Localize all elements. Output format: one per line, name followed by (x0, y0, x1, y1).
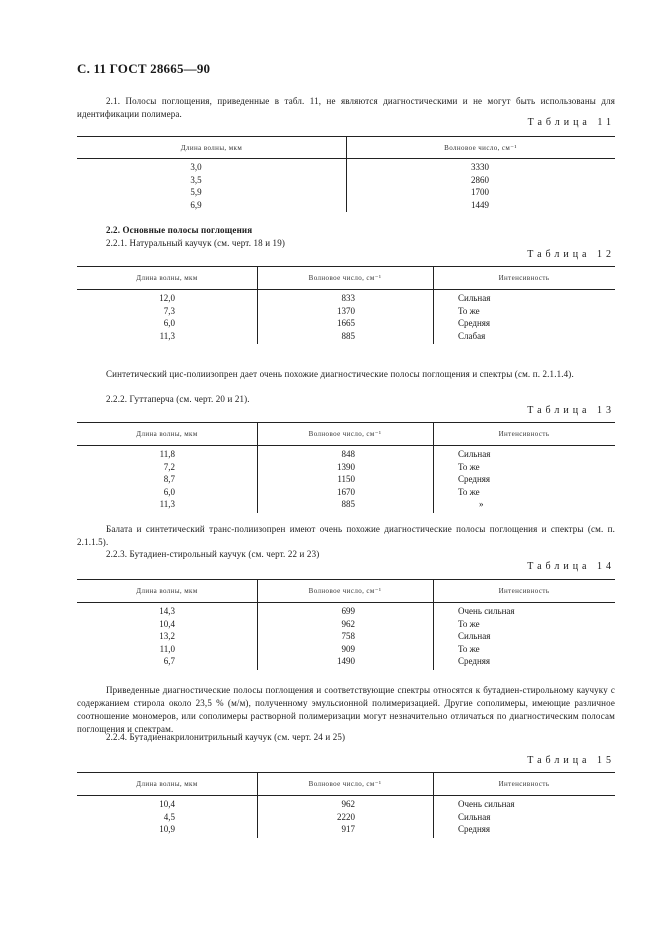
table-cell: 1490 (337, 656, 355, 667)
table-cell: Средняя (458, 656, 491, 667)
table-13 (77, 422, 615, 511)
table-cell: 8,7 (163, 474, 175, 485)
table-row (77, 643, 615, 656)
table-cell: 909 (341, 643, 355, 654)
item-2-2-1: 2.2.1. Натуральный каучук (см. черт. 18 и 19) (106, 238, 286, 248)
table-cell: 1390 (337, 461, 355, 472)
table-cell: 1449 (471, 199, 489, 210)
table-cell: 6,9 (190, 199, 202, 210)
column-header: Длина волны, мкм (136, 780, 198, 788)
table-cell: Очень сильная (458, 799, 515, 809)
table-cell: То же (458, 486, 480, 497)
table-row (77, 486, 615, 499)
table-cell: 917 (341, 824, 355, 835)
table-cell: 6,0 (163, 318, 175, 329)
table-row (77, 199, 615, 212)
column-header: Интенсивность (498, 587, 550, 595)
table-15 (77, 772, 615, 836)
table-cell: 3330 (471, 162, 489, 172)
item-2-2-3: 2.2.3. Бутадиен-стирольный каучук (см. черт. 22 и 23) (106, 549, 320, 559)
table-cell: 758 (341, 631, 355, 642)
table-cell: Средняя (458, 824, 491, 835)
column-header: Волновое число, см⁻¹ (308, 780, 382, 788)
column-header: Длина волны, мкм (136, 430, 198, 438)
table-cell: 7,2 (163, 461, 175, 472)
table-row (77, 823, 615, 836)
table-cell: Сильная (458, 449, 491, 459)
paragraph-2-1: 2.1. Полосы поглощения, приведенные в табл. 11, не являются диагностическими и не могут быть использованы для идентификации полимера. (77, 96, 615, 119)
table-row (77, 448, 615, 461)
table-row (77, 292, 615, 305)
table-11 (77, 136, 615, 211)
table-row (77, 305, 615, 318)
table-cell: 10,9 (159, 824, 175, 835)
table-cell: 7,3 (163, 305, 175, 316)
table-cell: Средняя (458, 318, 491, 329)
table-cell: 11,3 (159, 330, 175, 341)
table-cell: 13,2 (159, 631, 175, 642)
table-cell: 10,4 (159, 618, 175, 629)
table-cell: 4,5 (163, 811, 175, 822)
table-row (77, 605, 615, 618)
paragraph-balata: Балата и синтетический транс-полиизопрен имеют очень похожие диагностические полосы поглощения и спектры (см. п. 2.1.1.5). (77, 524, 615, 547)
column-header: Длина волны, мкм (136, 274, 198, 282)
table-cell: 848 (341, 449, 355, 459)
table-row (77, 461, 615, 474)
table-cell: 1665 (337, 318, 355, 329)
table-12-caption: Таблица 12 (527, 249, 615, 260)
section-2-2-title: 2.2. Основные полосы поглощения (106, 225, 253, 235)
table-cell: Слабая (458, 330, 486, 341)
table-cell: 11,8 (159, 449, 175, 459)
table-header (77, 772, 615, 796)
table-header (77, 266, 615, 290)
table-cell: 699 (341, 606, 355, 616)
table-row (77, 317, 615, 330)
item-2-2-2: 2.2.2. Гуттаперча (см. черт. 20 и 21). (106, 394, 250, 404)
table-cell: Сильная (458, 811, 491, 822)
table-cell: То же (458, 643, 480, 654)
column-header: Волновое число, см⁻¹ (308, 587, 382, 595)
table-cell: То же (458, 305, 480, 316)
table-cell: 6,0 (163, 486, 175, 497)
table-cell: 2220 (337, 811, 355, 822)
table-cell: 3,5 (190, 174, 202, 185)
table-row (77, 811, 615, 824)
table-cell: 1150 (337, 474, 355, 485)
table-header (77, 422, 615, 446)
table-cell: 5,9 (190, 187, 202, 198)
table-13-caption: Таблица 13 (527, 405, 615, 416)
table-cell: Средняя (458, 474, 491, 485)
table-cell: Сильная (458, 631, 491, 642)
page-header: С. 11 ГОСТ 28665—90 (77, 61, 211, 76)
table-header (77, 579, 615, 603)
table-cell: 962 (341, 618, 355, 629)
table-cell: То же (458, 461, 480, 472)
table-cell: То же (458, 618, 480, 629)
column-header: Длина волны, мкм (180, 143, 243, 152)
paragraph-butadiene: Приведенные диагностические полосы поглощения и соответствующие спектры относятся к бутадиен-стирольному каучуку с содержанием стирола около 23,5 % (м/м), полученному эмульсионной полимеризацией. Другие сополимеры, имеющие различное соотношение мономеров, или сополимеры растворной полимеризации могут незначительно отличаться по диагностическим полосам поглощения и спектрам. (77, 685, 615, 734)
table-row (77, 498, 615, 511)
column-header: Интенсивность (498, 430, 550, 438)
table-cell: 1370 (337, 305, 355, 316)
table-cell: » (479, 499, 484, 510)
table-row (77, 655, 615, 668)
table-cell: 885 (341, 330, 355, 341)
table-row (77, 161, 615, 174)
table-15-caption: Таблица 15 (527, 755, 615, 766)
table-cell: 2860 (471, 174, 489, 185)
table-row (77, 330, 615, 343)
table-14-caption: Таблица 14 (527, 561, 615, 572)
table-12 (77, 266, 615, 342)
table-cell: 962 (341, 799, 355, 809)
table-row (77, 174, 615, 187)
paragraph-synthetic-cis: Синтетический цис-полиизопрен дает очень похожие диагностические полосы поглощения и спектры (см. п. 2.1.1.4). (106, 369, 574, 379)
table-14 (77, 579, 615, 668)
table-row (77, 798, 615, 811)
item-2-2-4: 2.2.4. Бутадиенакрилонитрильный каучук (см. черт. 24 и 25) (106, 732, 346, 742)
table-row (77, 618, 615, 631)
table-cell: 11,3 (159, 499, 175, 510)
column-header: Волновое число, см⁻¹ (444, 143, 517, 152)
table-cell: 1700 (471, 187, 489, 198)
column-header: Волновое число, см⁻¹ (308, 430, 382, 438)
table-11-caption: Таблица 11 (527, 117, 615, 128)
column-header: Интенсивность (498, 274, 550, 282)
table-row (77, 186, 615, 199)
table-cell: 6,7 (163, 656, 175, 667)
table-row (77, 630, 615, 643)
table-cell: 1670 (337, 486, 355, 497)
table-cell: 3,0 (190, 162, 202, 172)
table-cell: Сильная (458, 293, 491, 303)
table-cell: 885 (341, 499, 355, 510)
table-cell: 11,0 (159, 643, 175, 654)
table-cell: 14,3 (159, 606, 175, 616)
column-header: Интенсивность (498, 780, 550, 788)
table-cell: 12,0 (159, 293, 175, 303)
table-cell: Очень сильная (458, 606, 515, 616)
table-cell: 10,4 (159, 799, 175, 809)
table-row (77, 473, 615, 486)
table-cell: 833 (341, 293, 355, 303)
column-header: Волновое число, см⁻¹ (308, 274, 382, 282)
column-header: Длина волны, мкм (136, 587, 198, 595)
